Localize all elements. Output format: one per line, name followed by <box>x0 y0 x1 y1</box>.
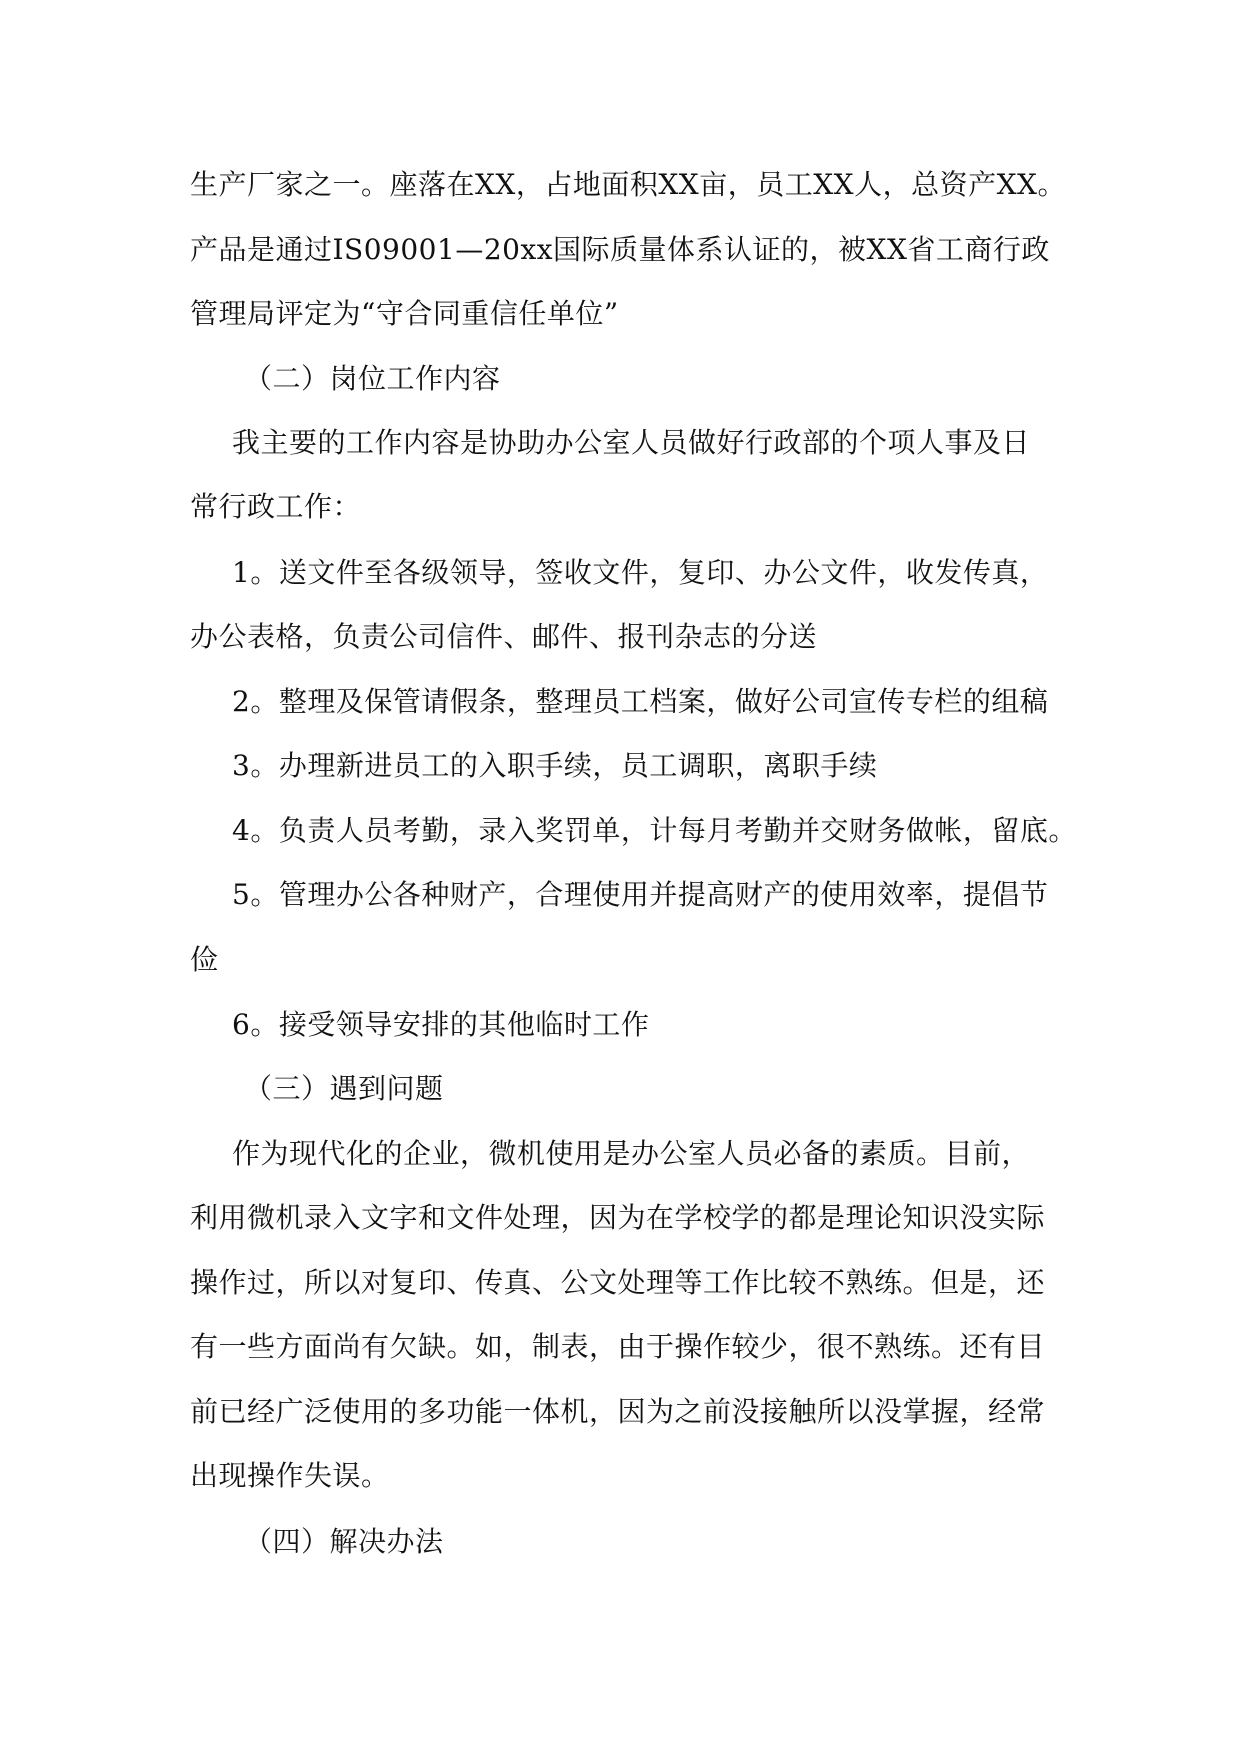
paragraph-line: 产品是通过IS09001—20xx国际质量体系认证的，被XX省工商行政 <box>190 233 1050 266</box>
paragraph-line: 办公表格，负责公司信件、邮件、报刊杂志的分送 <box>190 620 818 653</box>
paragraph-line: 操作过，所以对复印、传真、公文处理等工作比较不熟练。但是，还 <box>190 1266 1046 1299</box>
paragraph-line: 有一些方面尚有欠缺。如，制表，由于操作较少，很不熟练。还有目 <box>190 1330 1046 1363</box>
list-item: 4。负责人员考勤，录入奖罚单，计每月考勤并交财务做帐，留底。 <box>232 814 1077 847</box>
list-item: 2。整理及保管请假条，整理员工档案，做好公司宣传专栏的组稿 <box>232 685 1049 718</box>
paragraph-line: 利用微机录入文字和文件处理，因为在学校学的都是理论知识没实际 <box>190 1201 1046 1234</box>
section-heading: （四）解决办法 <box>244 1525 444 1558</box>
paragraph-line: 管理局评定为“守合同重信任单位” <box>190 297 619 330</box>
paragraph-line: 前已经广泛使用的多功能一体机，因为之前没接触所以没掌握，经常 <box>190 1395 1046 1428</box>
list-item: 3。办理新进员工的入职手续，员工调职，离职手续 <box>232 749 878 782</box>
section-heading: （二）岗位工作内容 <box>244 362 501 395</box>
paragraph-line: 我主要的工作内容是协助办公室人员做好行政部的个项人事及日 <box>232 426 1031 459</box>
list-item: 5。管理办公各种财产，合理使用并提高财产的使用效率，提倡节 <box>232 878 1049 911</box>
paragraph-line: 常行政工作： <box>190 490 362 523</box>
section-heading: （三）遇到问题 <box>244 1072 444 1105</box>
paragraph-line: 生产厂家之一。座落在XX，占地面积XX亩，员工XX人，总资产XX。 <box>190 168 1066 201</box>
paragraph-line: 作为现代化的企业，微机使用是办公室人员必备的素质。目前， <box>232 1137 1031 1170</box>
list-item: 6。接受领导安排的其他临时工作 <box>232 1008 650 1041</box>
paragraph-line: 俭 <box>190 943 219 976</box>
list-item: 1。送文件至各级领导，签收文件，复印、办公文件，收发传真， <box>232 556 1049 589</box>
paragraph-line: 出现操作失误。 <box>190 1459 390 1492</box>
